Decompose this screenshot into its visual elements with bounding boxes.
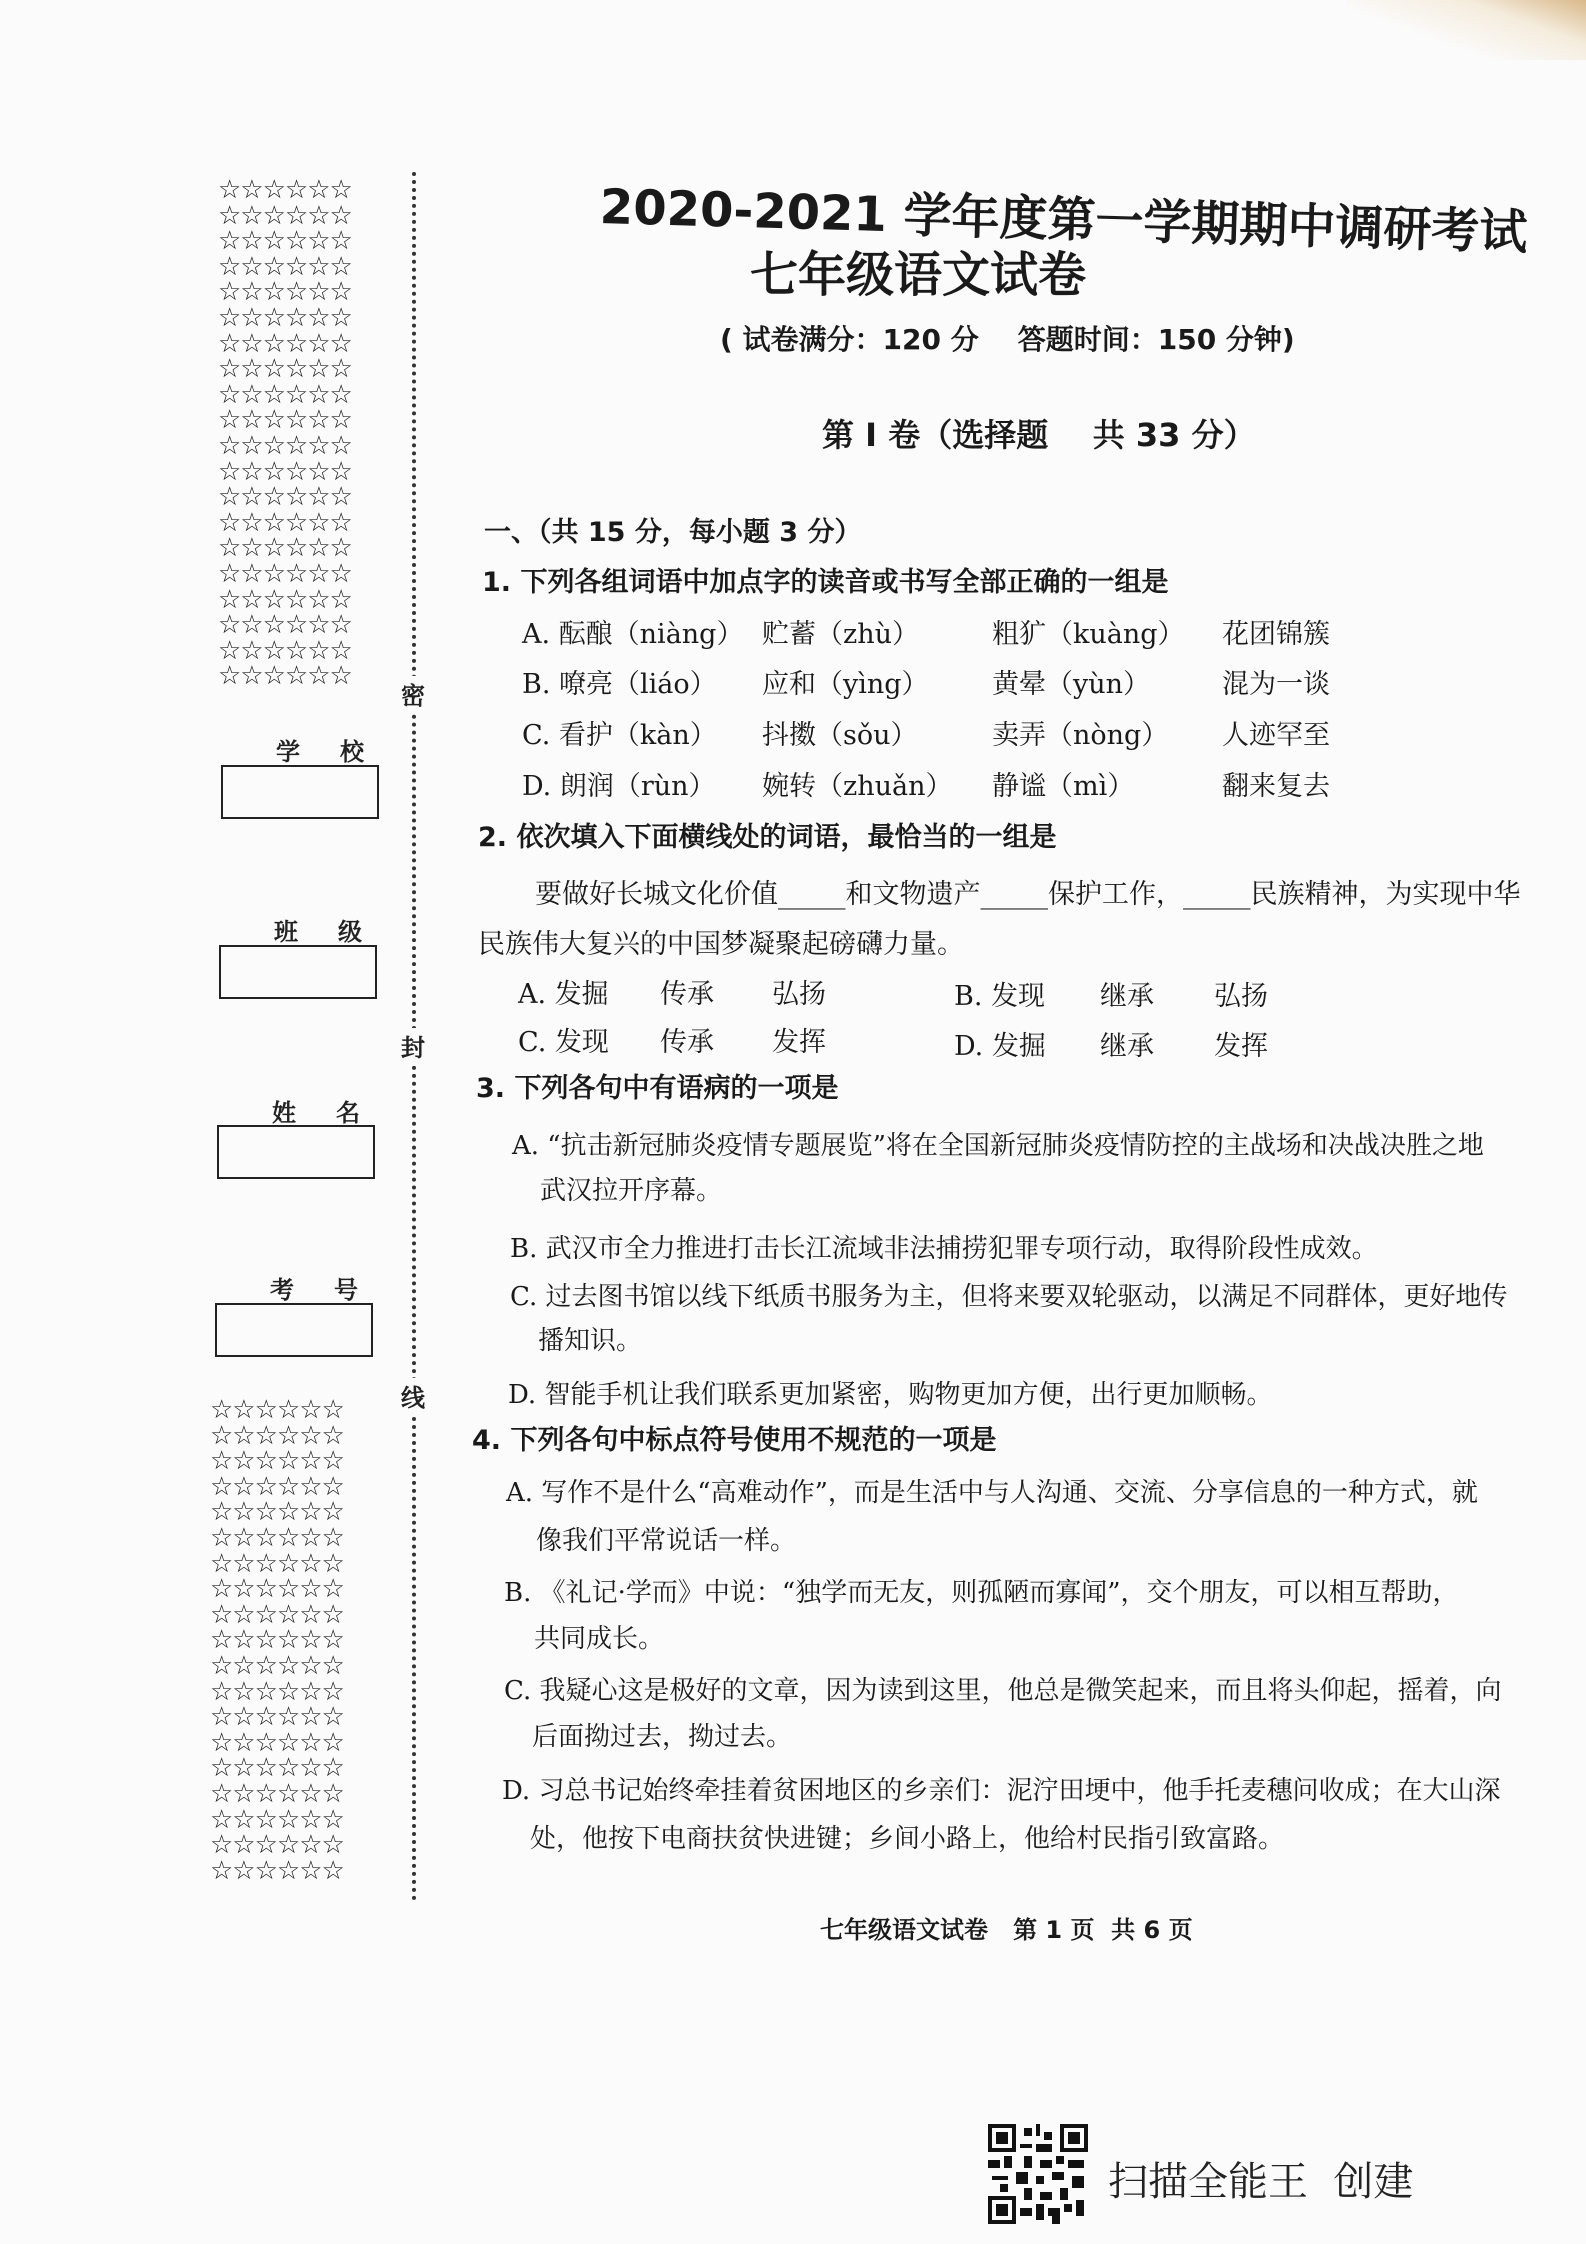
section-heading: 一、（共 15 分，每小题 3 分） bbox=[484, 517, 862, 548]
q2-option-c-word3: 发挥 bbox=[772, 1027, 826, 1058]
q1-row-d-col1: D. 朗润（rùn） bbox=[522, 771, 716, 802]
q1-row-a-col3: 粗犷（kuàng） bbox=[992, 619, 1185, 650]
binding-word-mi: 密 bbox=[398, 676, 428, 711]
exam-info: ( 试卷满分：120 分 答题时间：150 分钟) bbox=[720, 323, 1295, 356]
field-box-exam-number[interactable] bbox=[215, 1303, 373, 1357]
q3-option-b: B. 武汉市全力推进打击长江流域非法捕捞犯罪专项行动，取得阶段性成效。 bbox=[510, 1234, 1378, 1264]
q3-option-c-line2: 播知识。 bbox=[538, 1326, 643, 1356]
field-box-school[interactable] bbox=[221, 765, 379, 819]
q2-option-d-word2: 继承 bbox=[1100, 1031, 1154, 1062]
q2-stem: 2. 依次填入下面横线处的词语，最恰当的一组是 bbox=[478, 822, 1057, 853]
q4-option-a-line1: A. 写作不是什么“高难动作”，而是生活中与人沟通、交流、分享信息的一种方式，就 bbox=[506, 1478, 1478, 1508]
field-label-name: 姓名 bbox=[272, 1099, 400, 1127]
q2-option-a-word2: 传承 bbox=[660, 979, 714, 1010]
q2-option-c-word2: 传承 bbox=[660, 1027, 714, 1058]
q1-row-a-col1: A. 酝酿（niàng） bbox=[522, 619, 744, 650]
q1-row-b-col1: B. 嘹亮（liáo） bbox=[522, 669, 717, 700]
q3-option-a-line1: A. “抗击新冠肺炎疫情专题展览”将在全国新冠肺炎疫情防控的主战场和决战决胜之地 bbox=[512, 1131, 1484, 1161]
q4-option-c-line2: 后面拗过去，拗过去。 bbox=[532, 1722, 793, 1752]
q1-row-c-col1: C. 看护（kàn） bbox=[522, 720, 717, 751]
q2-option-d-word3: 发挥 bbox=[1214, 1031, 1268, 1062]
q2-option-a-word3: 弘扬 bbox=[772, 979, 826, 1010]
q2-option-b-word1: B. 发现 bbox=[954, 981, 1046, 1012]
q4-option-b-line1: B. 《礼记·学而》中说：“独学而无友，则孤陋而寡闻”，交个朋友，可以相互帮助， bbox=[504, 1578, 1459, 1608]
scan-smear bbox=[1346, 0, 1586, 60]
q1-row-a-col2: 贮蓄（zhù） bbox=[762, 619, 920, 650]
binding-word-xian: 线 bbox=[398, 1378, 428, 1413]
field-label-class: 班级 bbox=[274, 918, 402, 946]
field-box-class[interactable] bbox=[219, 945, 377, 999]
q2-option-c-word1: C. 发现 bbox=[518, 1027, 609, 1058]
page-title: 2020-2021 学年度第一学期期中调研考试 bbox=[599, 179, 1529, 261]
q4-option-a-line2: 像我们平常说话一样。 bbox=[536, 1526, 797, 1556]
q1-row-c-col3: 卖弄（nòng） bbox=[992, 720, 1169, 751]
q1-row-c-col2: 抖擞（sǒu） bbox=[762, 720, 918, 751]
page-footer: 七年级语文试卷 第 1 页 共 6 页 bbox=[820, 1916, 1193, 1944]
q2-option-d-word1: D. 发掘 bbox=[954, 1031, 1046, 1062]
q2-option-b-word2: 继承 bbox=[1100, 981, 1154, 1012]
q1-stem: 1. 下列各组词语中加点字的读音或书写全部正确的一组是 bbox=[482, 567, 1169, 598]
field-label-exam-number: 考号 bbox=[270, 1276, 398, 1304]
q1-row-a-col4: 花团锦簇 bbox=[1222, 619, 1330, 650]
q1-row-b-col3: 黄晕（yùn） bbox=[992, 669, 1151, 700]
stars-bottom-block: ☆☆☆☆☆☆ ☆☆☆☆☆☆ ☆☆☆☆☆☆ ☆☆☆☆☆☆ ☆☆☆☆☆☆ ☆☆☆☆☆☆ ☆☆☆☆☆☆ ☆☆☆☆☆☆ ☆☆☆☆☆☆ ☆☆☆☆☆☆ ☆☆☆☆☆☆ ☆☆☆☆☆☆ ☆☆☆☆☆☆ ☆☆☆☆☆☆ ☆☆☆☆☆☆ ☆☆☆☆☆☆ ☆☆☆☆☆☆ ☆☆☆☆☆☆ ☆☆☆☆☆☆ bbox=[210, 1395, 344, 1886]
q3-option-a-line2: 武汉拉开序幕。 bbox=[540, 1176, 723, 1206]
q4-option-d-line2: 处，他按下电商扶贫快进键；乡间小路上，他给村民指引致富路。 bbox=[530, 1824, 1285, 1854]
stars-top-block: ☆☆☆☆☆☆ ☆☆☆☆☆☆ ☆☆☆☆☆☆ ☆☆☆☆☆☆ ☆☆☆☆☆☆ ☆☆☆☆☆☆ ☆☆☆☆☆☆ ☆☆☆☆☆☆ ☆☆☆☆☆☆ ☆☆☆☆☆☆ ☆☆☆☆☆☆ ☆☆☆☆☆☆ ☆☆☆☆☆☆ ☆☆☆☆☆☆ ☆☆☆☆☆☆ ☆☆☆☆☆☆ ☆☆☆☆☆☆ ☆☆☆☆☆☆ ☆☆☆☆☆☆ ☆☆☆☆☆☆ bbox=[218, 175, 352, 692]
q1-row-d-col2: 婉转（zhuǎn） bbox=[762, 771, 953, 802]
q1-row-b-col2: 应和（yìng） bbox=[762, 669, 929, 700]
q3-stem: 3. 下列各句中有语病的一项是 bbox=[476, 1073, 839, 1104]
q1-row-c-col4: 人迹罕至 bbox=[1222, 720, 1330, 751]
q1-row-b-col4: 混为一谈 bbox=[1222, 669, 1330, 700]
q4-option-b-line2: 共同成长。 bbox=[534, 1624, 665, 1654]
q4-option-c-line1: C. 我疑心这是极好的文章，因为读到这里，他总是微笑起来，而且将头仰起，摇着，向 bbox=[504, 1676, 1502, 1706]
q2-option-a-word1: A. 发掘 bbox=[518, 979, 609, 1010]
q2-option-b-word3: 弘扬 bbox=[1214, 981, 1268, 1012]
qr-code-icon bbox=[988, 2124, 1088, 2224]
page-subtitle: 七年级语文试卷 bbox=[749, 247, 1086, 303]
q2-text-line1: 要做好长城文化价值_____和文物遗产_____保护工作，_____民族精神，为实现中华 bbox=[535, 879, 1521, 910]
q1-row-d-col3: 静谧（mì） bbox=[992, 771, 1135, 802]
q1-row-d-col4: 翻来复去 bbox=[1222, 771, 1330, 802]
scanner-watermark: 扫描全能王 创建 bbox=[1108, 2159, 1414, 2205]
q4-option-d-line1: D. 习总书记始终牵挂着贫困地区的乡亲们：泥泞田埂中，他手托麦穗问收成；在大山深 bbox=[502, 1776, 1501, 1806]
q3-option-d: D. 智能手机让我们联系更加紧密，购物更加方便，出行更加顺畅。 bbox=[508, 1380, 1273, 1410]
binding-word-feng: 封 bbox=[398, 1028, 428, 1063]
q3-option-c-line1: C. 过去图书馆以线下纸质书服务为主，但将来要双轮驱动，以满足不同群体，更好地传 bbox=[510, 1282, 1508, 1312]
q4-stem: 4. 下列各句中标点符号使用不规范的一项是 bbox=[472, 1425, 997, 1456]
field-box-name[interactable] bbox=[217, 1125, 375, 1179]
field-label-school: 学校 bbox=[276, 738, 404, 766]
part-title: 第 I 卷（选择题 共 33 分） bbox=[822, 416, 1256, 454]
q2-text-line2: 民族伟大复兴的中国梦凝聚起磅礴力量。 bbox=[478, 929, 964, 960]
